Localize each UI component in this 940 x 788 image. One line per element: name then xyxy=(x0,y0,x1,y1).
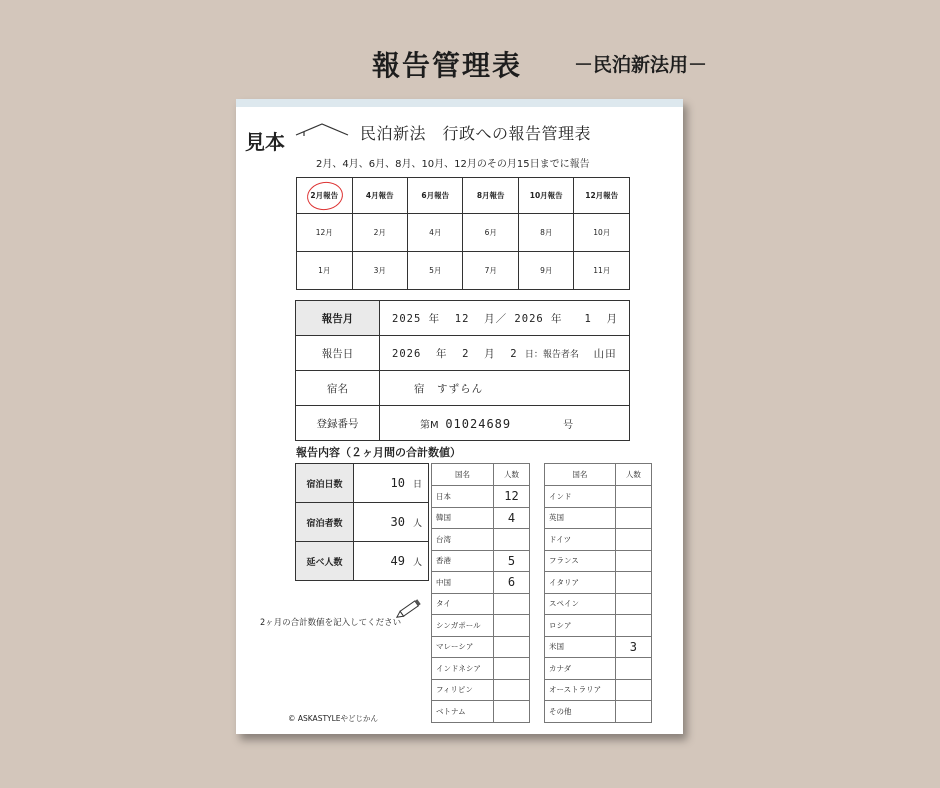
country-name: フランス xyxy=(545,550,616,572)
country-count: 5 xyxy=(494,550,530,572)
country-count xyxy=(615,658,651,680)
country-name: ドイツ xyxy=(545,529,616,551)
fill-in-hint: 2ヶ月の合計数値を記入してください xyxy=(260,618,402,628)
registration-label: 登録番号 xyxy=(296,406,380,441)
schedule-cell: 2月 xyxy=(352,214,407,252)
schedule-header: 2月報告 xyxy=(297,178,353,214)
country-count xyxy=(615,529,651,551)
country-count xyxy=(615,679,651,701)
country-name: オーストラリア xyxy=(545,679,616,701)
count-col-header: 人数 xyxy=(615,464,651,486)
country-name: フィリピン xyxy=(432,679,494,701)
country-count: 4 xyxy=(494,507,530,529)
country-count xyxy=(615,593,651,615)
schedule-cell: 8月 xyxy=(518,214,574,252)
copyright-text: © ASKASTYLEやどじかん xyxy=(288,714,379,723)
country-name: カナダ xyxy=(545,658,616,680)
country-count xyxy=(615,486,651,508)
schedule-cell: 4月 xyxy=(407,214,462,252)
country-name: スペイン xyxy=(545,593,616,615)
country-count xyxy=(615,572,651,594)
country-col-header: 国名 xyxy=(432,464,494,486)
stats-table xyxy=(295,463,429,581)
report-month-label: 報告月 xyxy=(296,301,380,336)
schedule-cell: 9月 xyxy=(518,252,574,290)
section-title: 報告内容（２ヶ月間の合計数値） xyxy=(296,446,461,459)
sample-sheet xyxy=(236,99,683,734)
inn-name-label: 宿名 xyxy=(296,371,380,406)
report-month-value: 2025 年 12 月／ 2026 年 1 月 xyxy=(380,301,630,336)
page-title: 報告管理表 xyxy=(372,49,523,82)
inn-name-value: 宿 すずらん xyxy=(380,371,630,406)
stat-label: 延べ人数 xyxy=(296,542,354,581)
country-table-left xyxy=(431,463,530,723)
schedule-note: 2月、4月、6月、8月、10月、12月のその月15日までに報告 xyxy=(316,159,590,170)
schedule-header: 6月報告 xyxy=(407,178,462,214)
country-name: インド xyxy=(545,486,616,508)
country-count xyxy=(615,701,651,723)
schedule-header: 8月報告 xyxy=(463,178,518,214)
country-name: マレーシア xyxy=(432,636,494,658)
stat-label: 宿泊者数 xyxy=(296,503,354,542)
country-count: 3 xyxy=(615,636,651,658)
country-count xyxy=(494,615,530,637)
country-name: その他 xyxy=(545,701,616,723)
country-col-header: 国名 xyxy=(545,464,616,486)
stat-value: 49 人 xyxy=(354,542,429,581)
country-count xyxy=(494,593,530,615)
schedule-header: 4月報告 xyxy=(352,178,407,214)
country-name: 台湾 xyxy=(432,529,494,551)
schedule-cell: 1月 xyxy=(297,252,353,290)
country-name: 米国 xyxy=(545,636,616,658)
sample-stamp: 見本 xyxy=(245,130,285,154)
country-count: 6 xyxy=(494,572,530,594)
country-table-right xyxy=(544,463,652,723)
schedule-table xyxy=(296,177,630,290)
schedule-cell: 5月 xyxy=(407,252,462,290)
country-name: ベトナム xyxy=(432,701,494,723)
report-date-value: 2026 年 2 月 2 日：報告者名 山田 xyxy=(380,336,630,371)
country-name: 日本 xyxy=(432,486,494,508)
country-count: 12 xyxy=(494,486,530,508)
country-count xyxy=(615,550,651,572)
country-name: 中国 xyxy=(432,572,494,594)
schedule-cell: 7月 xyxy=(463,252,518,290)
country-name: インドネシア xyxy=(432,658,494,680)
country-count xyxy=(494,658,530,680)
stat-value: 30 人 xyxy=(354,503,429,542)
registration-value: 第M 01024689 号 xyxy=(380,406,630,441)
country-count xyxy=(615,507,651,529)
stat-value: 10 日 xyxy=(354,464,429,503)
report-info-table xyxy=(295,300,630,441)
stat-label: 宿泊日数 xyxy=(296,464,354,503)
house-roof-icon xyxy=(294,121,350,137)
page-subtitle: －民泊新法用－ xyxy=(574,54,708,76)
country-name: 韓国 xyxy=(432,507,494,529)
country-name: タイ xyxy=(432,593,494,615)
schedule-cell: 11月 xyxy=(574,252,630,290)
report-date-label: 報告日 xyxy=(296,336,380,371)
country-count xyxy=(494,636,530,658)
schedule-header: 10月報告 xyxy=(518,178,574,214)
country-count xyxy=(494,701,530,723)
count-col-header: 人数 xyxy=(494,464,530,486)
schedule-cell: 3月 xyxy=(352,252,407,290)
country-name: イタリア xyxy=(545,572,616,594)
red-circle-mark xyxy=(305,180,345,213)
country-name: 香港 xyxy=(432,550,494,572)
country-count xyxy=(494,679,530,701)
sheet-top-band xyxy=(236,99,683,107)
country-count xyxy=(615,615,651,637)
sheet-title: 民泊新法 行政への報告管理表 xyxy=(360,124,592,143)
schedule-cell: 12月 xyxy=(297,214,353,252)
schedule-cell: 6月 xyxy=(463,214,518,252)
schedule-header: 12月報告 xyxy=(574,178,630,214)
country-name: シンガポール xyxy=(432,615,494,637)
schedule-cell: 10月 xyxy=(574,214,630,252)
country-name: 英国 xyxy=(545,507,616,529)
country-name: ロシア xyxy=(545,615,616,637)
country-count xyxy=(494,529,530,551)
